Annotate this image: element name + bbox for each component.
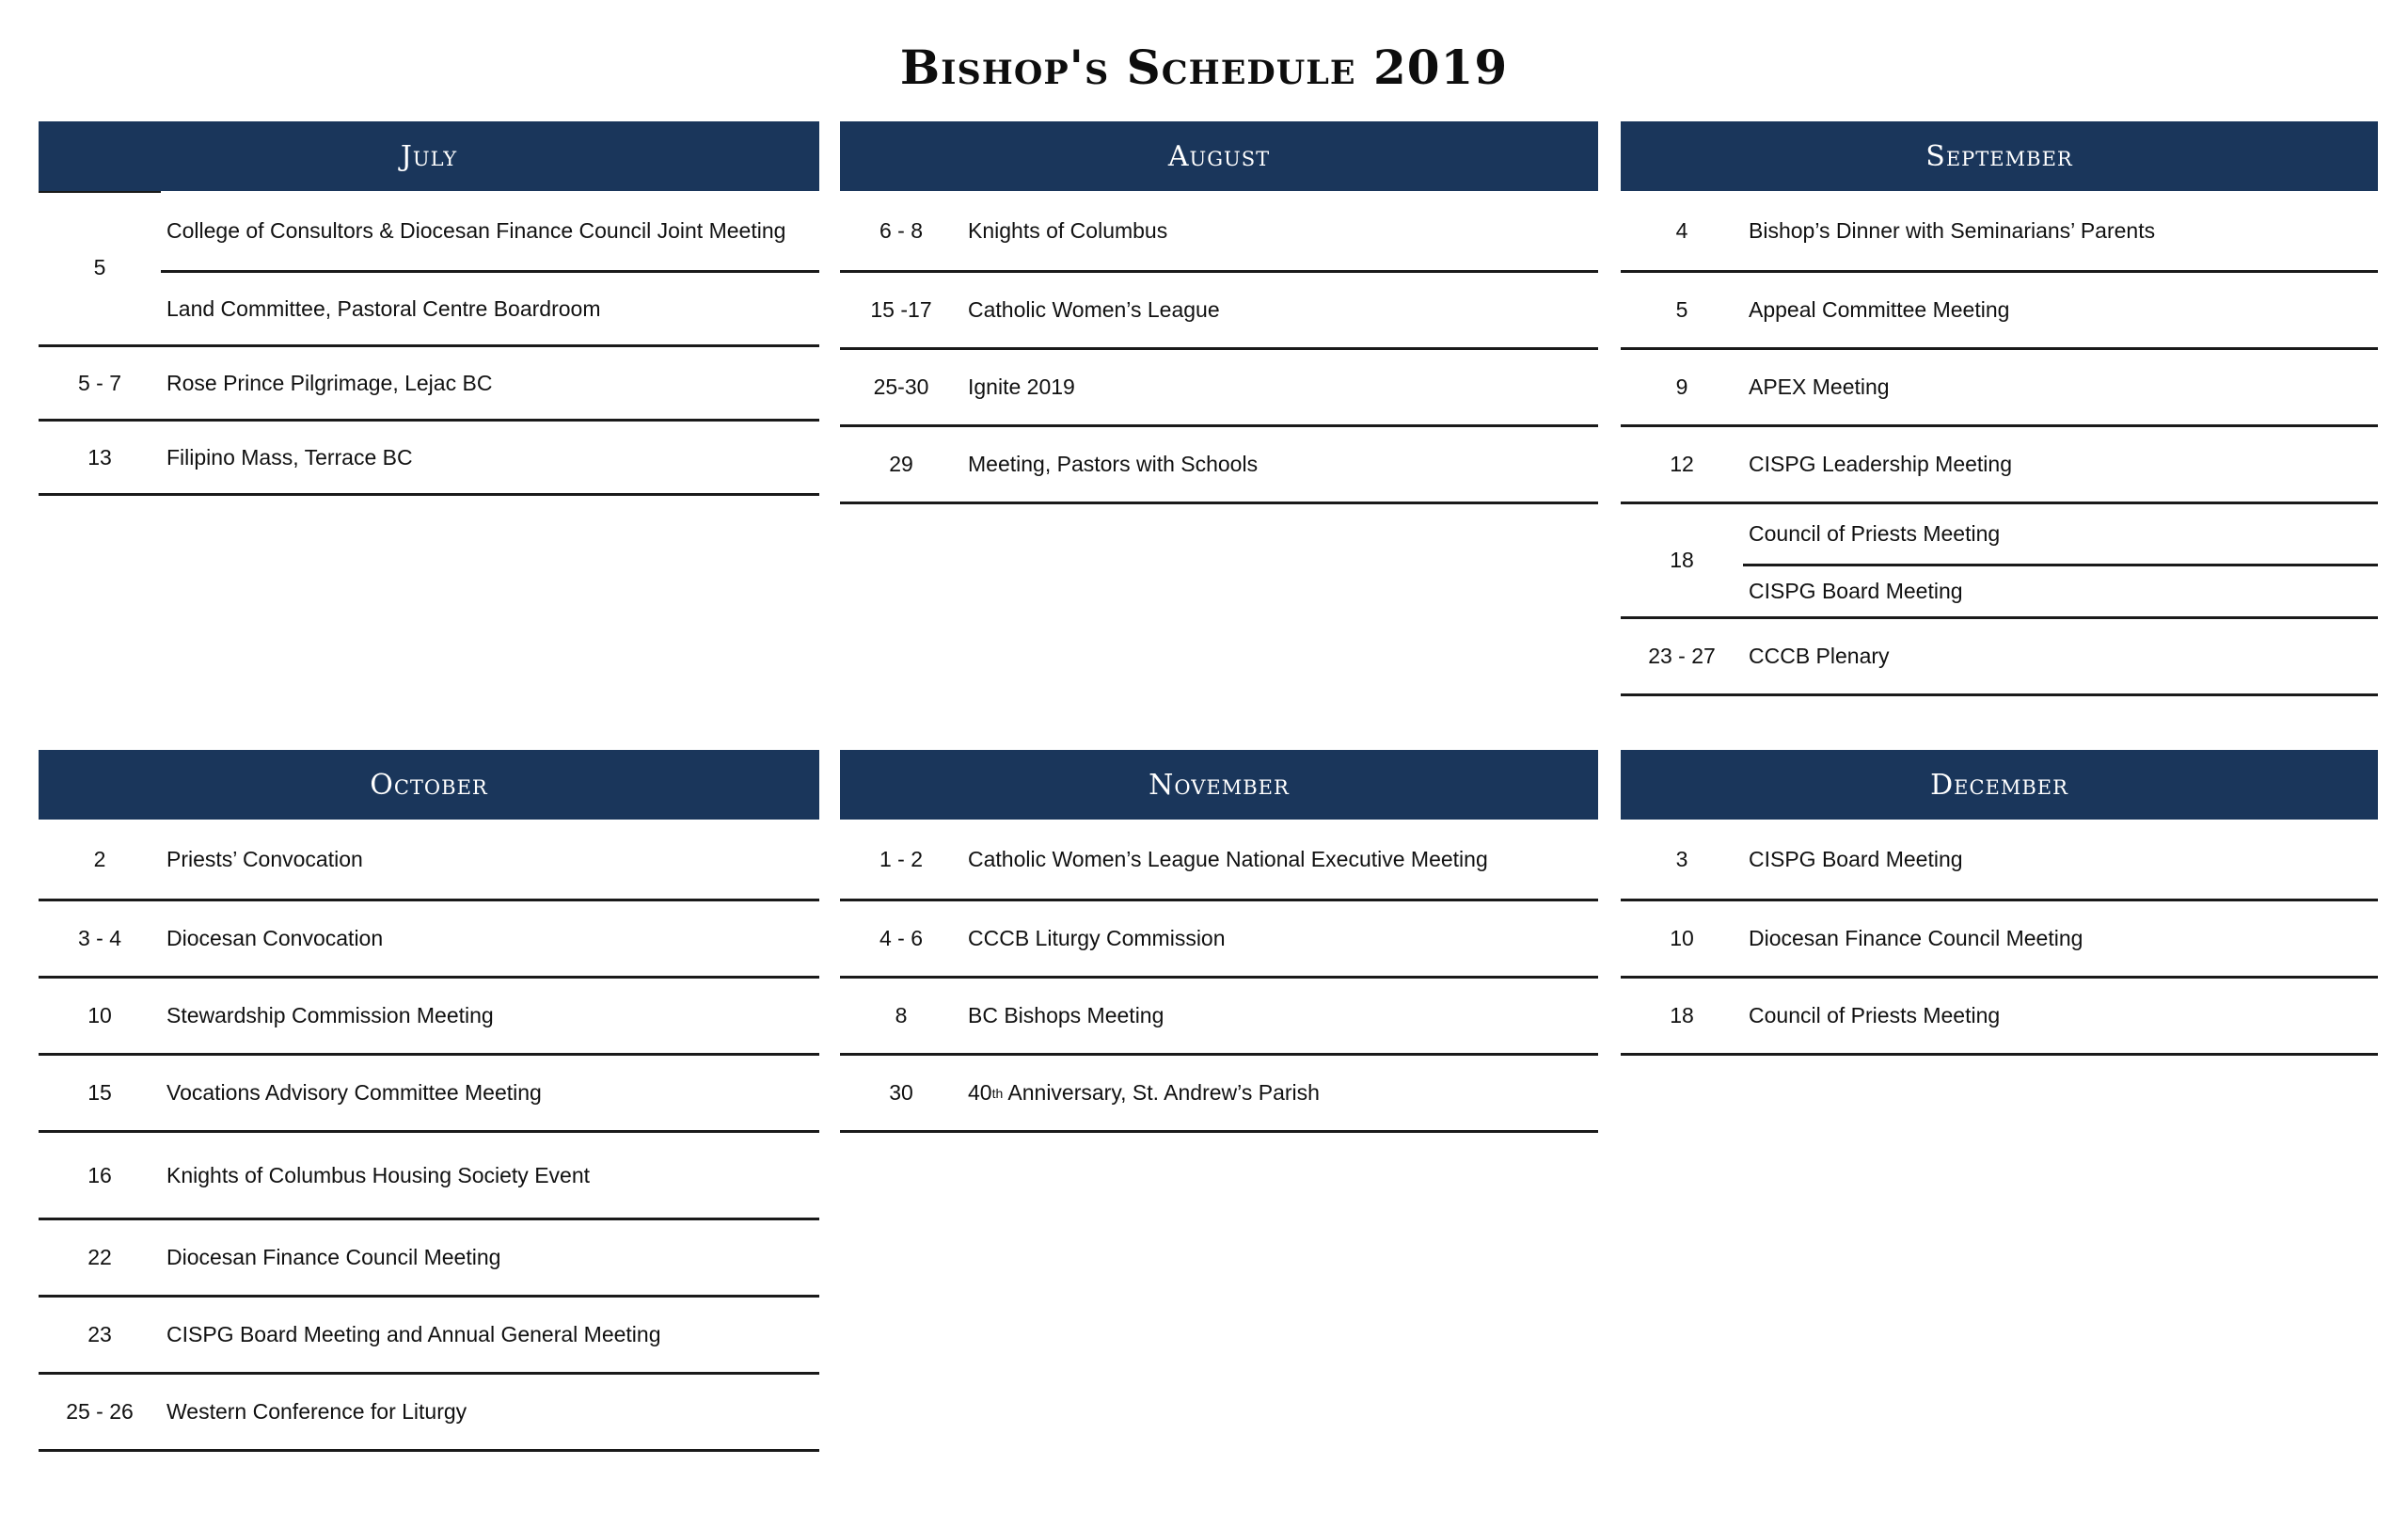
month-december <box>1621 750 2378 1056</box>
table-row <box>39 901 819 979</box>
event-date: 25 - 26 <box>66 1399 134 1424</box>
month-header-december: December <box>1621 750 2378 820</box>
event-title: Appeal Committee Meeting <box>1749 297 2010 322</box>
table-row <box>1621 350 2378 427</box>
event-title: Council of Priests Meeting <box>1749 1003 2001 1027</box>
month-header-october: October <box>39 750 819 820</box>
event-title: Catholic Women’s League <box>968 297 1220 322</box>
table-row <box>39 1220 819 1298</box>
event-title: BC Bishops Meeting <box>968 1003 1164 1027</box>
month-september <box>1621 121 2378 696</box>
event-date: 1 - 2 <box>879 846 924 871</box>
event-title: CISPG Board Meeting and Annual General Meeting <box>166 1322 661 1346</box>
table-row <box>1621 979 2378 1056</box>
event-date: 8 <box>895 1003 908 1027</box>
event-date: 15 -17 <box>870 297 932 322</box>
event-title: Catholic Women’s League National Executive Meeting <box>968 846 1488 871</box>
page-title: Bishop's Schedule 2019 <box>899 40 1509 95</box>
event-date: 29 <box>889 452 913 476</box>
schedule-rows-november <box>840 820 1598 1133</box>
table-row <box>39 1056 819 1133</box>
event-date: 3 - 4 <box>77 926 122 950</box>
table-row <box>39 820 819 901</box>
event-title: Knights of Columbus <box>968 217 1168 243</box>
event-title: APEX Meeting <box>1749 374 1890 399</box>
event-date: 18 <box>1670 548 1694 572</box>
event-title: Vocations Advisory Committee Meeting <box>166 1080 542 1105</box>
event-date: 4 - 6 <box>879 926 924 950</box>
event-title: CISPG Board Meeting <box>1749 846 1963 871</box>
month-july <box>39 121 819 496</box>
month-header-september: September <box>1621 121 2378 191</box>
event-date: 10 <box>87 1003 112 1027</box>
event-title: College of Consultors & Diocesan Finance Council Joint Meeting <box>166 217 786 243</box>
month-header-november: November <box>840 750 1598 820</box>
table-row <box>1621 820 2378 901</box>
schedule-rows-july <box>39 191 819 496</box>
event-date: 13 <box>87 444 112 470</box>
event-date: 18 <box>1670 1003 1694 1027</box>
event-date: 22 <box>87 1245 112 1269</box>
event-date: 5 <box>93 255 106 279</box>
table-row <box>1621 427 2378 504</box>
schedule-rows-august <box>840 191 1598 504</box>
table-row <box>840 273 1598 350</box>
event-title: Meeting, Pastors with Schools <box>968 452 1259 476</box>
table-row <box>1621 901 2378 979</box>
table-row <box>39 979 819 1056</box>
table-row <box>39 1375 819 1452</box>
event-date: 9 <box>1675 374 1688 399</box>
event-title: 40 th Anniversary, St. Andrew’s Parish <box>968 1080 1320 1105</box>
event-date: 3 <box>1675 846 1688 871</box>
event-title: Priests’ Convocation <box>166 846 363 871</box>
event-title: Rose Prince Pilgrimage, Lejac BC <box>166 370 493 395</box>
month-august <box>840 121 1598 504</box>
event-title: Bishop’s Dinner with Seminarians’ Parents <box>1749 217 2156 243</box>
event-title: CCCB Liturgy Commission <box>968 926 1226 950</box>
table-row <box>39 1133 819 1220</box>
event-title: Diocesan Finance Council Meeting <box>1749 926 2083 950</box>
table-row <box>840 350 1598 427</box>
table-row <box>1621 191 2378 273</box>
event-title: Diocesan Convocation <box>166 926 384 950</box>
event-date: 5 <box>1675 297 1688 322</box>
event-date: 23 <box>87 1322 112 1346</box>
event-date: 23 - 27 <box>1648 644 1716 668</box>
event-date: 4 <box>1675 217 1688 243</box>
event-date: 12 <box>1670 452 1694 476</box>
schedule-rows-december <box>1621 820 2378 1056</box>
event-title: Western Conference for Liturgy <box>166 1399 467 1424</box>
table-row <box>1621 273 2378 350</box>
table-row <box>1621 504 2378 619</box>
event-title: Stewardship Commission Meeting <box>166 1003 494 1027</box>
table-row <box>840 901 1598 979</box>
event-title: Ignite 2019 <box>968 374 1075 399</box>
anniversary-text: Anniversary, St. Andrew’s Parish <box>1003 1080 1320 1105</box>
event-title: Filipino Mass, Terrace BC <box>166 444 413 470</box>
event-title: Council of Priests Meeting <box>1749 521 2001 546</box>
table-row <box>39 191 819 347</box>
table-row <box>840 820 1598 901</box>
event-title: Land Committee, Pastoral Centre Boardroom <box>161 270 819 344</box>
divider <box>39 191 161 193</box>
event-date: 5 - 7 <box>77 370 122 395</box>
table-row <box>840 1056 1598 1133</box>
event-date: 2 <box>93 846 106 871</box>
table-row <box>840 191 1598 273</box>
event-date: 10 <box>1670 926 1694 950</box>
event-date: 16 <box>87 1162 112 1187</box>
table-row <box>39 422 819 496</box>
event-date: 25-30 <box>873 374 929 399</box>
event-date: 30 <box>889 1080 913 1105</box>
event-title: Knights of Columbus Housing Society Event <box>166 1162 591 1187</box>
event-title: CISPG Leadership Meeting <box>1749 452 2012 476</box>
month-october <box>39 750 819 1452</box>
table-row <box>1621 619 2378 696</box>
table-row <box>39 347 819 422</box>
table-row <box>840 979 1598 1056</box>
event-title: Diocesan Finance Council Meeting <box>166 1245 501 1269</box>
event-title: CISPG Board Meeting <box>1743 564 2378 616</box>
event-title: CCCB Plenary <box>1749 644 1890 668</box>
event-date: 15 <box>87 1080 112 1105</box>
schedule-rows-october <box>39 820 819 1452</box>
event-date: 6 - 8 <box>879 217 924 243</box>
table-row <box>840 427 1598 504</box>
month-header-august: August <box>840 121 1598 191</box>
month-november <box>840 750 1598 1133</box>
month-header-july: July <box>39 121 819 191</box>
table-row <box>39 1298 819 1375</box>
anniversary-number: 40 <box>968 1080 992 1105</box>
schedule-rows-september <box>1621 191 2378 696</box>
